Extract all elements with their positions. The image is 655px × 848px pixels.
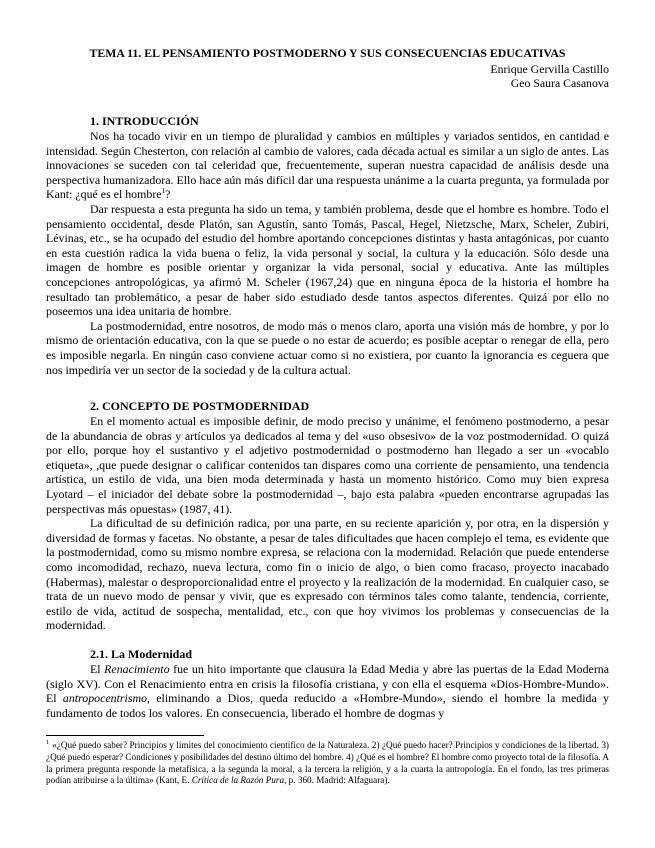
subsection-heading: 2.1. La Modernidad: [90, 647, 193, 661]
author-name: Enrique Gervilla Castillo: [490, 62, 609, 76]
footnote-text: «¿Qué puedo saber? Principios y límites del conocimiento científico de la Naturaleza. 2) ¿Qué puedo hacer? Principios y condiciones de la libertad. 3) ¿Qué puedo esperar? Condiciones y posibilidades del destino último del hombre. 4) ¿Qué es el hombre? El hombre como proyecto total de la filosofía. A la primera pregunta responde la metafísica, a la segunda la moral, a la tercera la religión, y a la cuarta la antropología. En el fondo, las tres primeras podían atribuirse a la última» (Kant, E.: [46, 740, 609, 786]
paragraph: [46, 129, 609, 202]
paragraph-text: El: [90, 662, 105, 676]
paragraph: Dar respuesta a esta pregunta ha sido un tema, y también problema, desde que el hombre es hombre. Todo el pensamiento occidental, desde Platón, san Agustín, santo Tomás, Pascal, Hegel, Nietzsche, Marx, Scheler, Zubiri, Lévinas, etc., se ha ocupado del estudio del hombre aportando concepciones distintas y hasta antagónicas, por cuanto en esta cuestión radica la vida buena o feliz, la vida personal y social, la cultura y la educación. Sólo desde una imagen de hombre es posible orientar y organizar la vida personal, social y educativa. Ante las múltiples concepciones antropológicas, ya afirmó M. Scheler (1967,24) que en ninguna época de la historia el hombre ha resultado tan problemático, a pesar de haber sido estudiado desde tantos aspectos diferentes. Quizá por ello no poseemos una idea unitaria de hombre.: [46, 201, 609, 319]
paragraph-text: Nos ha tocado vivir en un tiempo de pluralidad y cambios en múltiples y variados sentidos, en cantidad e intensidad. Según Chesterton, con relación al cambio de valores, cada década actual es similar a un siglo de antes. Las innovaciones se suceden con tal celeridad que, frecuentemente, superan nuestra capacidad de análisis desde una perspectiva humanizadora. Ello hace aún más difícil dar una respuesta unánime a la cuarta pregunta, ya formulada por Kant: ¿qué es el hombre: [46, 129, 609, 202]
emphasis-text: Renacimiento: [104, 662, 170, 676]
footnote-book-title: Crítica de la Razón Pura: [191, 775, 285, 786]
section-heading: 1. INTRODUCCIÓN: [90, 114, 199, 128]
footnote-text: , p. 360. Madrid: Alfaguara).: [284, 775, 390, 786]
paragraph-text: fue un hito importante que clausura la Edad Media y abre las puertas de la Edad Moderna (siglo XV). Con el Renacimiento entra en crisis la filosofía cristiana, y con ella el esquema «Dios-Hombre-Mundo». El: [46, 662, 609, 706]
document-title: TEMA 11. EL PENSAMIENTO POSTMODERNO Y SUS CONSECUENCIAS EDUCATIVAS: [89, 46, 566, 60]
author-name: Geo Saura Casanova: [510, 76, 609, 90]
document-page: [46, 46, 609, 787]
footnote-reference[interactable]: 1: [161, 187, 166, 196]
paragraph: [46, 662, 609, 720]
paragraph-text: , eliminando a Dios, queda reducido a «Hombre-Mundo», siendo el hombre la medida y fundamento de todos los valores. En consecuencia, liberado el hombre de dogmas y: [46, 691, 609, 720]
paragraph: La postmodernidad, entre nosotros, de modo más o menos claro, aporta una visión más de hombre, y por lo mismo de orientación educativa, con la que se puede o no estar de acuerdo; es posible aceptar o renegar de ella, pero es imposible negarla. En ningún caso conviene actuar como si no existiera, por cuanto la ignorancia es ceguera que nos impediría ver un sector de la sociedad y de la cultura actual.: [46, 318, 609, 377]
paragraph-text-end: ?: [165, 187, 171, 202]
section-heading: 2. CONCEPTO DE POSTMODERNIDAD: [90, 399, 310, 414]
footnote-separator: [46, 735, 204, 736]
paragraph: En el momento actual es imposible definir, de modo preciso y unánime, el fenómeno postmoderno, a pesar de la abundancia de obras y artículos ya dedicados al tema y del «uso obsesivo» de la voz postmodernidad. O quizá por ello, porque hoy el sustantivo y el adjetivo postmodernidad o postmoderno han llegado a ser un «vocablo etiqueta», ,que puede designar o calificar contenidos tan dispares como una corriente de pensamiento, una tendencia artística, un estilo de vida, una bien moda determinada y hasta un momento histórico. Como muy bien expresa Lyotard – el iniciador del debate sobre la postmodernidad –, bajo esta palabra «pueden encontrarse agrupadas las perspectivas más opuestas» (1987, 41).: [46, 414, 609, 516]
paragraph: La dificultad de su definición radica, por una parte, en su reciente aparición y, por otra, en la dispersión y diversidad de formas y facetas. No obstante, a pesar de tales dificultades que hacen complejo el tema, es evidente que la postmodernidad, como su mismo nombre expresa, se relaciona con la modernidad. Relación que puede entenderse como incomodidad, rechazo, nueva lectura, como fin o inicio de algo, o bien como fracaso, proyecto inacabado (Habermas), malestar o desproporcionalidad entre el proyecto y la realización de la modernidad. En cualquier caso, se trata de un nuevo modo de pensar y vivir, que es expresado con términos tales como talante, tendencia, corriente, estilo de vida, actitud de sospecha, mentalidad, etc., con que hoy vivimos los problemas y consecuencias de la modernidad.: [46, 516, 609, 633]
footnote-number: 1: [46, 739, 50, 747]
footnote: [46, 740, 609, 786]
authors-block: [46, 62, 609, 90]
emphasis-text: antropocentrismo: [62, 691, 147, 706]
